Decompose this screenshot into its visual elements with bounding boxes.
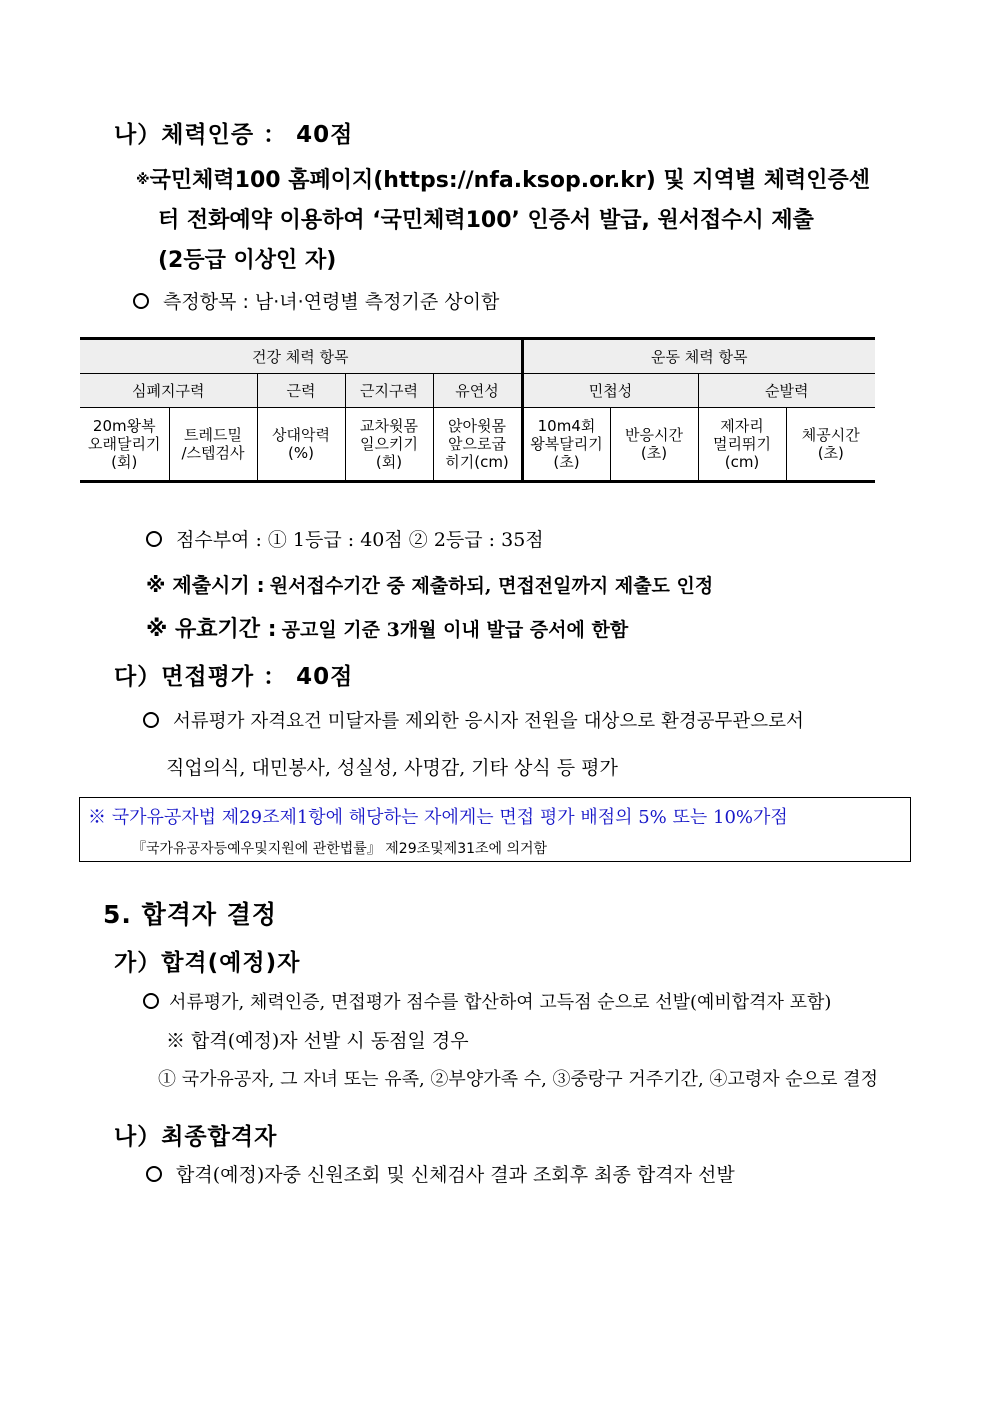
table-item: 반응시간 (초)	[610, 408, 698, 482]
section5-b-line1	[146, 1160, 735, 1187]
fitness-heading: 나）체력인증 ： 40점	[114, 122, 354, 148]
valid-label: ※ 유효기간 :	[146, 617, 277, 642]
table-group-health: 건강 체력 항목	[80, 339, 522, 374]
bullet-circle-icon	[143, 712, 159, 728]
bullet-circle-icon	[146, 531, 162, 547]
table-item: 체공시간 (초)	[786, 408, 875, 482]
section5-sub-b: 나）최종합격자	[114, 1124, 278, 1150]
score-text: 점수부여 : ① 1등급 : 40점 ② 2등급 : 35점	[176, 529, 544, 551]
fitness-note-line1-text: 국민체력100 홈페이지(https://nfa.ksop.or.kr) 및 지역별 체력인증센	[149, 168, 871, 193]
interview-line2: 직업의식, 대민봉사, 성실성, 사명감, 기타 상식 등 평가	[166, 757, 618, 779]
table-group-motor: 운동 체력 항목	[522, 339, 875, 374]
merit-notice-line2: 『국가유공자등예우및지원에 관한법률』 제29조및제31조에 의거함	[132, 841, 548, 857]
fitness-items-table	[80, 337, 875, 483]
fitness-note-line3: (2등급 이상인 자)	[158, 248, 337, 273]
section5-heading: 5. 합격자 결정	[103, 900, 278, 929]
bullet-circle-icon	[133, 293, 149, 309]
fitness-note-line1	[136, 163, 870, 194]
table-item: 상대악력 (%)	[257, 408, 345, 482]
submit-period-line	[146, 569, 713, 598]
interview-line1	[143, 707, 804, 733]
submit-label: ※ 제출시기 :	[146, 573, 265, 597]
merit-notice-line1: ※ 국가유공자법 제29조제1항에 해당하는 자에게는 면접 평가 배점의 5% 또는 10%가점	[88, 807, 788, 828]
section5-a-line1	[143, 988, 831, 1014]
fitness-note-line2: 터 전화예약 이용하여 ‘국민체력100’ 인증서 발급, 원서접수시 제출	[158, 208, 814, 233]
bullet-circle-icon	[146, 1166, 162, 1182]
table-item: 제자리 멀리뛰기 (cm)	[698, 408, 786, 482]
section5-a-line2: ※ 합격(예정)자 선발 시 동점일 경우	[166, 1030, 469, 1052]
section5-a-line3: ① 국가유공자, 그 자녀 또는 유족, ②부양가족 수, ③중랑구 거주기간, ④고령자 순으로 결정	[158, 1069, 878, 1090]
table-item: 트레드밀 /스텝검사	[169, 408, 257, 482]
table-category: 순발력	[698, 374, 875, 408]
table-item: 10m4회 왕복달리기 (초)	[522, 408, 610, 482]
table-item: 앉아윗몸 앞으로굽 히기(cm)	[433, 408, 522, 482]
valid-period-line	[146, 612, 628, 643]
merit-notice-box	[79, 797, 911, 862]
reference-mark: ※	[136, 172, 150, 188]
table-category: 심폐지구력	[80, 374, 257, 408]
table-item: 교차윗몸 일으키기 (회)	[345, 408, 433, 482]
section5-b-line1-text: 합격(예정)자중 신원조회 및 신체검사 결과 조회후 최종 합격자 선발	[176, 1164, 735, 1186]
section5-a-line1-text: 서류평가, 체력인증, 면접평가 점수를 합산하여 고득점 순으로 선발(예비합격자 포함)	[169, 992, 832, 1013]
submit-text: 원서접수기간 중 제출하되, 면접전일까지 제출도 인정	[269, 575, 714, 597]
section5-sub-a: 가）합격(예정)자	[114, 950, 301, 976]
interview-line1-text: 서류평가 자격요건 미달자를 제외한 응시자 전원을 대상으로 환경공무관으로서	[173, 711, 804, 732]
interview-heading: 다）면접평가 ： 40점	[114, 664, 354, 690]
measure-line	[133, 287, 499, 314]
table-category: 근력	[257, 374, 345, 408]
table-category: 근지구력	[345, 374, 433, 408]
measure-text: 측정항목 : 남·녀·연령별 측정기준 상이함	[163, 291, 500, 313]
table-item: 20m왕복 오래달리기 (회)	[80, 408, 169, 482]
score-line	[146, 525, 544, 552]
valid-text: 공고일 기준 3개월 이내 발급 증서에 한함	[281, 619, 629, 641]
table-category: 유연성	[433, 374, 522, 408]
bullet-circle-icon	[143, 993, 159, 1009]
table-category: 민첩성	[522, 374, 698, 408]
